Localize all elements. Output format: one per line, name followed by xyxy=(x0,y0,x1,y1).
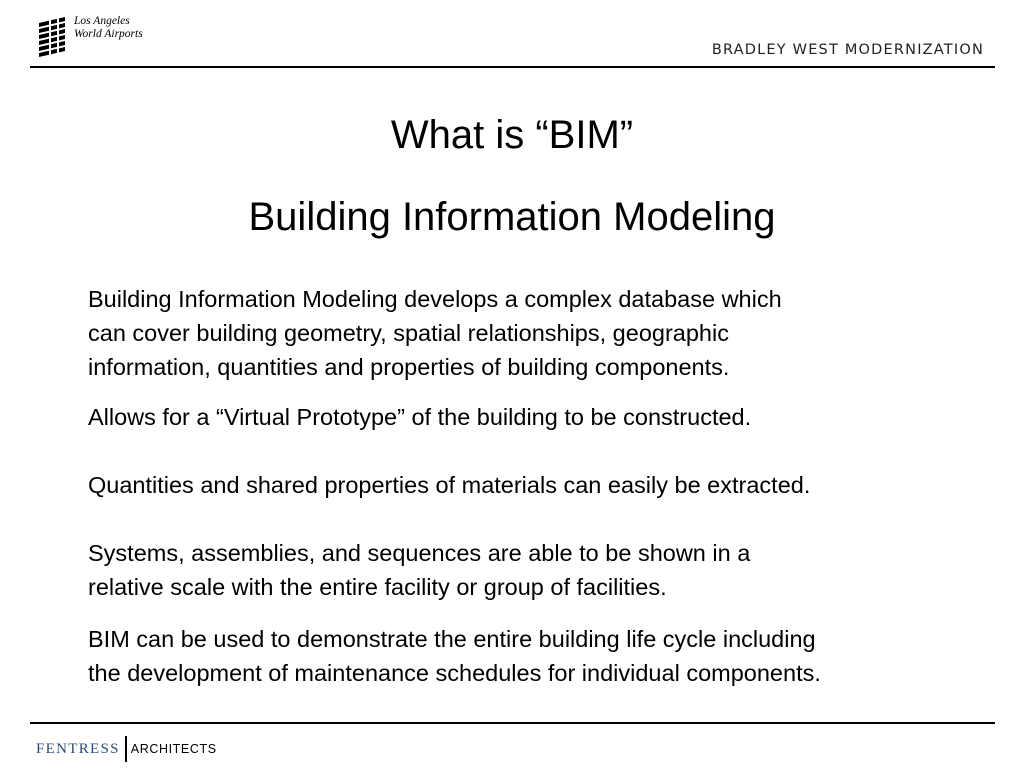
paragraph-line: can cover building geometry, spatial relationships, geographic xyxy=(88,320,729,346)
lawa-logo-icon xyxy=(37,16,69,58)
paragraph-systems xyxy=(88,536,988,604)
paragraph-line: Systems, assemblies, and sequences are able to be shown in a xyxy=(88,540,751,566)
paragraph-line: information, quantities and properties of building components. xyxy=(88,354,730,380)
slide-subtitle: Building Information Modeling xyxy=(248,195,776,239)
paragraph-virtual-prototype xyxy=(88,400,988,434)
footer-logo-divider xyxy=(125,736,127,762)
footer-brand-name: FENTRESS xyxy=(36,740,120,757)
project-title: BRADLEY WEST MODERNIZATION xyxy=(711,42,984,58)
paragraph-bim-definition xyxy=(88,282,988,384)
paragraph-line: BIM can be used to demonstrate the entire building life cycle including xyxy=(88,626,816,652)
fentress-architects-logo xyxy=(36,735,217,763)
paragraph-line: Building Information Modeling develops a complex database which xyxy=(88,286,782,312)
lawa-name xyxy=(74,15,143,41)
paragraph-life-cycle xyxy=(88,622,988,690)
lawa-name-line-2: World Airports xyxy=(74,28,143,40)
paragraph-quantities xyxy=(88,468,988,502)
header-divider xyxy=(30,66,995,68)
lawa-logo xyxy=(37,14,157,58)
lawa-name-line-1: Los Angeles xyxy=(74,15,130,27)
paragraph-line: Allows for a “Virtual Prototype” of the building to be constructed. xyxy=(88,404,752,430)
paragraph-line: the development of maintenance schedules for individual components. xyxy=(88,660,821,686)
paragraph-line: relative scale with the entire facility or group of facilities. xyxy=(88,574,667,600)
footer-divider xyxy=(30,722,995,724)
footer-brand-suffix: ARCHITECTS xyxy=(130,742,217,756)
paragraph-line: Quantities and shared properties of materials can easily be extracted. xyxy=(88,472,811,498)
slide-title: What is “BIM” xyxy=(390,113,634,157)
